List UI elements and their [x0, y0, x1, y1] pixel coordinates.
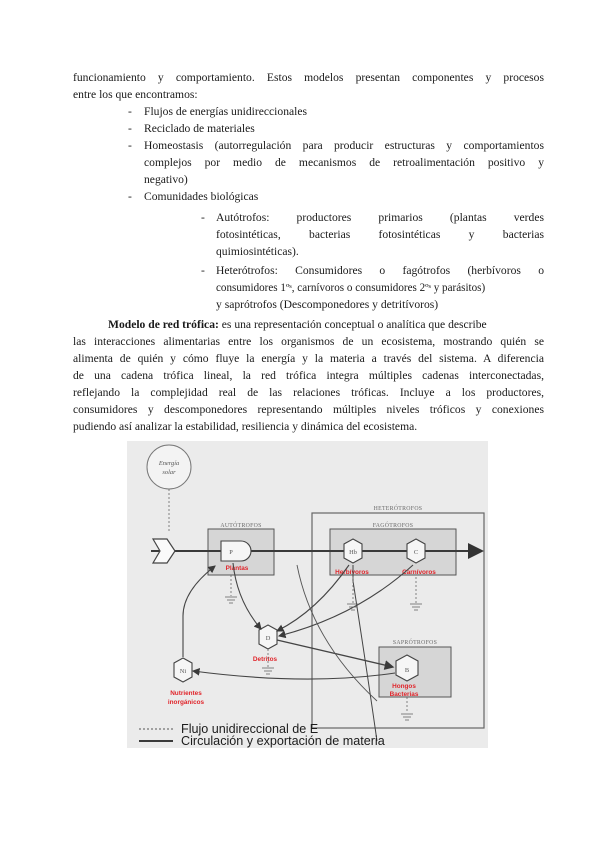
- decomposer-node-label: B: [404, 667, 410, 674]
- bacterias-label: Bacterias: [389, 691, 419, 698]
- paragraph-line: consumidores y descomponedores representando múltiples niveles tróficos y conexiones: [73, 403, 544, 416]
- sun-label: solar: [162, 469, 176, 476]
- fagotrofos-label: FAGÓTROFOS: [372, 523, 414, 529]
- sun-label: Energía: [158, 460, 180, 467]
- paragraph-line: reflejando la complejidad real de las relaciones tróficas. Incluye a los productores,: [73, 386, 544, 399]
- sub-bullet-item: Autótrofos: productores primarios (plantas verdes: [216, 211, 544, 224]
- nutrient-node-label: Ni: [179, 668, 187, 675]
- sun-circle: [147, 445, 191, 489]
- sub-bullet-item-continued: quimiosintéticas).: [216, 245, 299, 258]
- paragraph-line: las interacciones alimentarias entre los organismos de un ecosistema, mostrando quién se: [73, 335, 544, 348]
- paragraph-line: entre los que encontramos:: [73, 88, 198, 101]
- food-web-diagram: [127, 441, 488, 748]
- paragraph-line: pudiendo así analizar la estabilidad, resiliencia y dinámica del ecosistema.: [73, 420, 418, 433]
- legend-energy-label: Flujo unidireccional de E: [181, 722, 319, 736]
- autotrofos-label: AUTÓTROFOS: [220, 523, 262, 529]
- bullet-item-continued: complejos por medio de mecanismos de retroalimentación positivo y: [144, 156, 544, 169]
- bullet-item: Homeostasis (autorregulación para producir estructuras y comportamientos: [144, 139, 544, 152]
- sub-bullet-item-continued: y saprótrofos (Descomponedores y detritívoros): [216, 298, 439, 311]
- term-heading: Modelo de red trófica:: [108, 318, 219, 331]
- detritos-label: Detritos: [252, 656, 278, 663]
- legend-matter-label: Circulación y exportación de materia: [181, 734, 385, 748]
- bullet-item: Comunidades biológicas: [144, 190, 259, 203]
- paragraph-line: [73, 317, 544, 334]
- paragraph-text: es una representación conceptual o analítica que describe: [218, 318, 487, 331]
- inorganicos-label: inorgánicos: [167, 699, 205, 706]
- plantas-label: Plantas: [225, 565, 249, 572]
- bullet-dash: -: [128, 122, 132, 135]
- herbivoros-label: Herbívoros: [335, 569, 369, 576]
- sub-bullet-item: Heterótrofos: Consumidores o fagótrofos (herbívoros o: [216, 264, 544, 277]
- carnivore-node-label: C: [413, 549, 419, 556]
- hongos-label: Hongos: [392, 683, 416, 690]
- paragraph-line: funcionamiento y comportamiento. Estos modelos presentan componentes y procesos: [73, 71, 544, 84]
- heterotrofos-label: HETERÓTROFOS: [373, 506, 423, 512]
- bullet-dash: -: [128, 139, 132, 152]
- bullet-dash: -: [128, 105, 132, 118]
- bullet-item: Reciclado de materiales: [144, 122, 255, 135]
- sub-bullet-item-continued: consumidores 1ºˢ, carnívoros o consumidores 2ºˢ y parásitos): [216, 282, 486, 294]
- herbivore-node-label: Hb: [349, 549, 357, 556]
- saprotrofos-label: SAPRÓTROFOS: [392, 640, 438, 646]
- paragraph-line: de una cadena trófica lineal, la red trófica integra múltiples cadenas interconectadas,: [73, 369, 544, 382]
- paragraph-line: alimenta de quién y cómo fluye la energía y la materia a través del sistema. A diferencia: [73, 352, 544, 365]
- bullet-item-continued: negativo): [144, 173, 188, 186]
- sub-bullet-dash: -: [201, 211, 205, 224]
- producer-node: [221, 541, 251, 561]
- detritus-node-label: D: [265, 635, 271, 642]
- food-web-svg: [127, 441, 488, 748]
- sub-bullet-dash: -: [201, 264, 205, 277]
- bullet-dash: -: [128, 190, 132, 203]
- bullet-item: Flujos de energías unidireccionales: [144, 105, 308, 118]
- carnivoros-label: Carnívoros: [402, 569, 436, 576]
- sub-bullet-item-continued: fotosintéticas, bacterias fotosintéticas y bacterias: [216, 228, 544, 241]
- producer-node-label: P: [229, 549, 233, 556]
- nutrientes-label: Nutrientes: [170, 690, 202, 697]
